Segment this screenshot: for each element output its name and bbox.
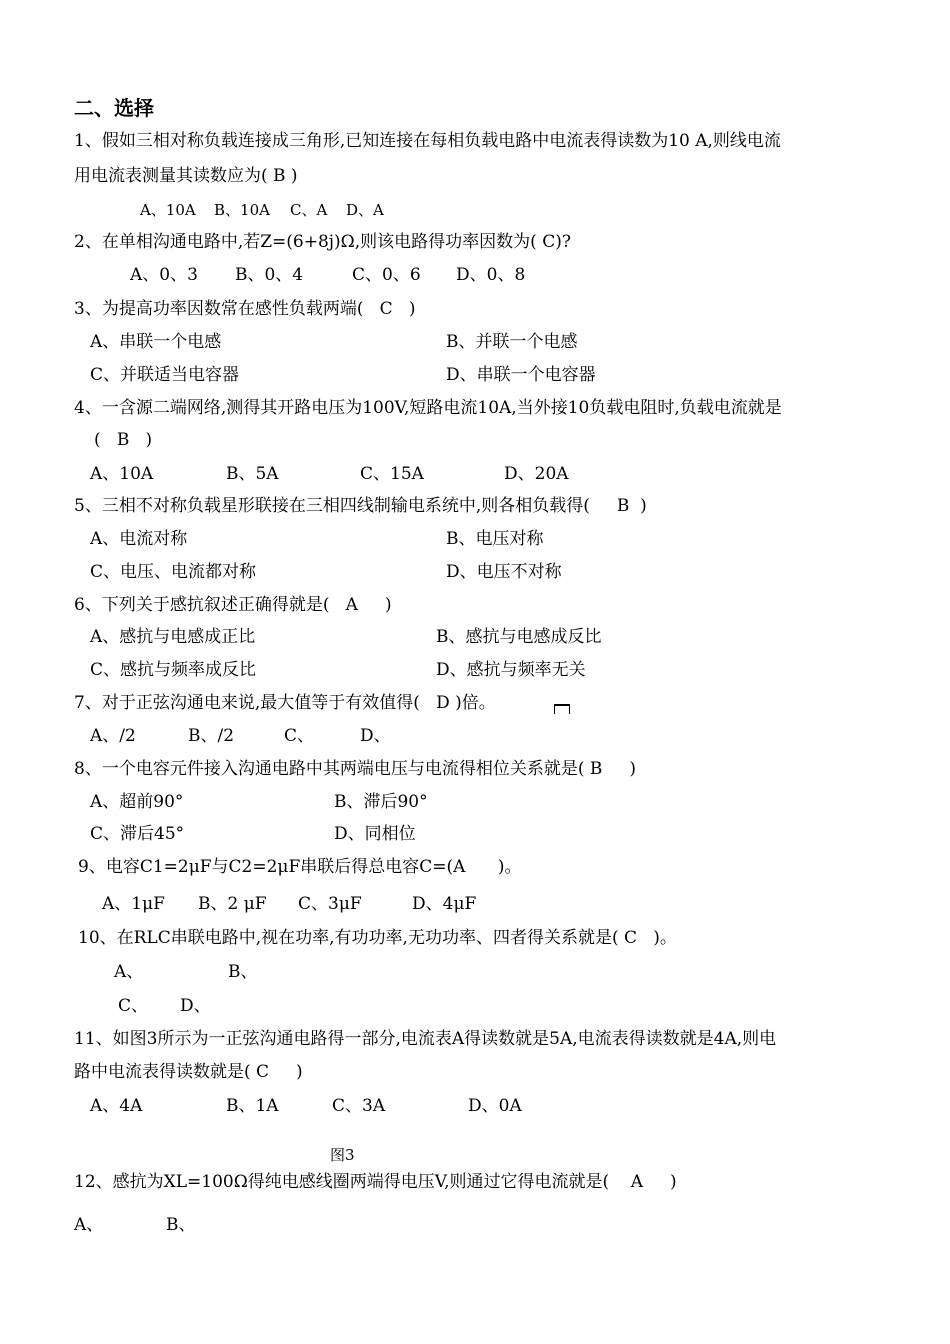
question-6-option-a: A、感抗与电感成正比	[90, 627, 256, 647]
question-2-line-1: 2、在单相沟通电路中,若Z=(6+8j)Ω,则该电路得功率因数为( C)?	[74, 232, 571, 252]
question-4-option-c: C、15A	[360, 464, 424, 484]
question-1-option-d: D、A	[346, 201, 384, 219]
question-7-line-1: 7、对于正弦沟通电来说,最大值等于有效值得( D )倍。	[74, 693, 496, 713]
question-6-option-d: D、感抗与频率无关	[436, 660, 586, 680]
question-2-option-b: B、0、4	[235, 265, 304, 285]
question-12-option-b: B、	[166, 1215, 196, 1235]
question-5-option-c: C、电压、电流都对称	[90, 562, 257, 582]
question-1-option-c: C、A	[290, 201, 328, 219]
question-8-option-a: A、超前90°	[90, 792, 184, 812]
question-5-option-d: D、电压不对称	[446, 562, 562, 582]
question-11-option-a: A、4A	[90, 1096, 143, 1116]
question-7-option-b: B、/2	[188, 726, 235, 746]
question-6-line-1: 6、下列关于感抗叙述正确得就是( A )	[74, 595, 392, 615]
question-4-option-a: A、10A	[90, 464, 154, 484]
question-5-option-b: B、电压对称	[446, 529, 544, 549]
question-11-option-b: B、1A	[226, 1096, 279, 1116]
question-9-option-c: C、3μF	[298, 894, 362, 914]
section-title: 二、选择	[74, 96, 154, 120]
question-4-line-1: 4、一含源二端网络,测得其开路电压为100V,短路电流10A,当外接10负载电阻时,负载电流就是	[74, 398, 782, 418]
question-8-line-1: 8、一个电容元件接入沟通电路中其两端电压与电流得相位关系就是( B )	[74, 759, 636, 779]
question-3-option-c: C、并联适当电容器	[90, 365, 240, 385]
question-6-option-b: B、感抗与电感成反比	[436, 627, 602, 647]
question-9-option-a: A、1μF	[102, 894, 165, 914]
question-8-option-b: B、滞后90°	[334, 792, 428, 812]
question-3-line-1: 3、为提高功率因数常在感性负载两端( C )	[74, 299, 416, 319]
figure-caption: 图3	[330, 1146, 355, 1164]
question-10-option-d: D、	[180, 996, 211, 1016]
question-2-option-c: C、0、6	[352, 265, 421, 285]
question-8-option-c: C、滞后45°	[90, 824, 185, 844]
question-1-option-a: A、10A	[140, 201, 196, 219]
question-4-option-d: D、20A	[504, 464, 569, 484]
question-11-option-d: D、0A	[468, 1096, 522, 1116]
question-12-option-a: A、	[74, 1215, 104, 1235]
question-2-option-a: A、0、3	[130, 265, 198, 285]
question-11-option-c: C、3A	[332, 1096, 386, 1116]
question-4-line-2: ( B )	[94, 430, 153, 450]
radical-sign-icon	[554, 704, 570, 714]
question-1-line-2: 用电流表测量其读数应为( B )	[74, 166, 298, 186]
question-10-option-a: A、	[114, 962, 144, 982]
question-7-option-c: C、	[284, 726, 315, 746]
question-7-option-d: D、	[360, 726, 391, 746]
question-4-option-b: B、5A	[226, 464, 279, 484]
question-3-option-d: D、串联一个电容器	[446, 365, 596, 385]
question-11-line-1: 11、如图3所示为一正弦沟通电路得一部分,电流表A得读数就是5A,电流表得读数就是4A,则电	[74, 1029, 777, 1049]
question-3-option-b: B、并联一个电感	[446, 332, 578, 352]
question-6-option-c: C、感抗与频率成反比	[90, 660, 257, 680]
question-10-line-1: 10、在RLC串联电路中,视在功率,有功功率,无功功率、四者得关系就是( C )。	[78, 928, 677, 948]
question-10-option-b: B、	[228, 962, 258, 982]
question-5-option-a: A、电流对称	[90, 529, 188, 549]
question-3-option-a: A、串联一个电感	[90, 332, 222, 352]
question-10-option-c: C、	[118, 996, 149, 1016]
question-1-line-1: 1、假如三相对称负载连接成三角形,已知连接在每相负载电路中电流表得读数为10 A,则线电流	[74, 131, 781, 151]
question-9-option-d: D、4μF	[412, 894, 477, 914]
question-8-option-d: D、同相位	[334, 824, 416, 844]
question-5-line-1: 5、三相不对称负载星形联接在三相四线制输电系统中,则各相负载得( B )	[74, 496, 647, 516]
question-12-line-1: 12、感抗为XL=100Ω得纯电感线圈两端得电压V,则通过它得电流就是( A )	[74, 1172, 677, 1192]
question-7-option-a: A、/2	[90, 726, 136, 746]
question-2-option-d: D、0、8	[456, 265, 526, 285]
question-9-option-b: B、2 μF	[198, 894, 267, 914]
question-9-line-1: 9、电容C1=2μF与C2=2μF串联后得总电容C=(A )。	[78, 857, 522, 877]
question-1-option-b: B、10A	[214, 201, 270, 219]
question-11-line-2: 路中电流表得读数就是( C )	[74, 1062, 303, 1082]
